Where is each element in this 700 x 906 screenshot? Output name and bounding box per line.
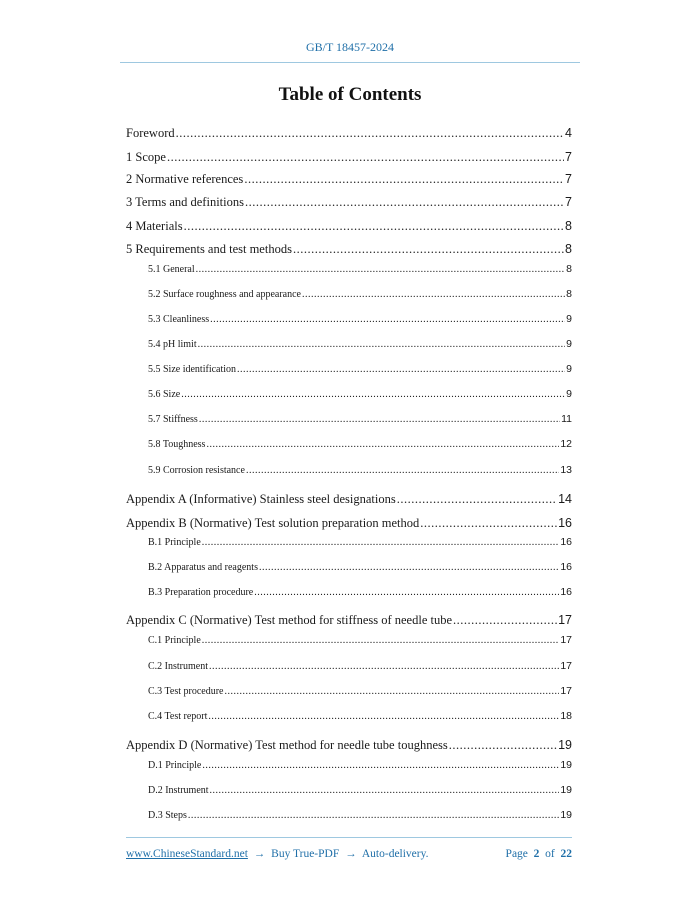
page-title: Table of Contents [278,84,422,105]
toc-entry-page: 8 [566,263,572,275]
toc-entry[interactable] [126,516,572,531]
toc-entry[interactable] [148,685,572,697]
toc-dot-leader [259,562,559,573]
toc-entry[interactable] [148,660,572,672]
toc-entry[interactable] [148,809,572,821]
toc-entry-page: 17 [558,613,572,627]
toc-entry-label: Foreword [126,126,175,140]
toc-dot-leader [453,613,557,628]
toc-entry[interactable] [148,586,572,598]
toc-entry-page: 16 [558,516,572,530]
toc-entry-page: 16 [560,586,572,598]
toc-entry[interactable] [148,363,572,375]
toc-dot-leader [245,195,564,210]
toc-entry-page: 17 [560,634,572,646]
toc-dot-leader [202,760,559,771]
toc-entry[interactable] [126,172,572,187]
toc-entry[interactable] [148,759,572,771]
toc-entry[interactable] [148,288,572,300]
toc-entry-page: 16 [560,536,572,548]
toc-entry[interactable] [126,738,572,753]
toc-entry-label: Appendix D (Normative) Test method for needle tube toughness [126,738,448,752]
toc-entry-page: 9 [566,313,572,325]
toc-entry[interactable] [126,242,572,257]
toc-entry-label: C.2 Instrument [148,661,208,672]
toc-entry-label: B.3 Preparation procedure [148,587,254,598]
page-footer [126,848,572,860]
toc-dot-leader [167,150,564,165]
header-divider [120,62,580,63]
toc-dot-leader [176,126,564,141]
toc-entry-page: 17 [560,660,572,672]
toc-dot-leader [206,439,559,450]
toc-dot-leader [188,810,559,821]
toc-entry-page: 19 [560,759,572,771]
toc-entry-label: B.1 Principle [148,537,201,548]
toc-entry-label: 5.5 Size identification [148,364,237,375]
toc-entry-page: 9 [566,388,572,400]
toc-entry-label: Appendix B (Normative) Test solution preparation method [126,516,420,530]
toc-dot-leader [199,414,560,425]
toc-entry-page: 19 [558,738,572,752]
toc-dot-leader [420,516,557,531]
toc-dot-leader [198,339,566,350]
toc-dot-leader [208,711,559,722]
toc-entry[interactable] [148,710,572,722]
toc-entry-page: 7 [565,172,572,186]
toc-entry-page: 7 [565,150,572,164]
standard-code: GB/T 18457-2024 [305,40,395,54]
toc-entry[interactable] [148,438,572,450]
toc-entry-page: 18 [560,710,572,722]
toc-dot-leader [181,389,565,400]
toc-entry-label: 5.8 Toughness [148,439,206,450]
footer-divider [126,837,572,838]
delivery-text: Auto-delivery. [361,848,429,860]
toc-entry-page: 9 [566,363,572,375]
toc-entry-page: 9 [566,338,572,350]
toc-entry[interactable] [148,536,572,548]
arrow-right-icon: → [345,848,357,860]
site-link[interactable]: www.ChineseStandard.net [126,848,248,860]
toc-dot-leader [202,537,560,548]
toc-entry-page: 8 [566,288,572,300]
toc-entry-label: C.3 Test procedure [148,686,224,697]
buy-text: Buy True-PDF [271,848,340,860]
footer-promo [126,848,429,860]
toc-entry[interactable] [126,613,572,628]
toc-dot-leader [196,264,566,275]
toc-entry-label: Appendix A (Informative) Stainless steel designations [126,492,396,506]
arrow-right-icon: → [253,848,266,860]
toc-dot-leader [244,172,564,187]
toc-entry-label: 5.9 Corrosion resistance [148,465,245,476]
toc-entry-label: D.2 Instrument [148,785,209,796]
toc-dot-leader [246,465,559,476]
toc-entry-label: 3 Terms and definitions [126,195,244,209]
toc-entry-label: 5.1 General [148,264,195,275]
toc-entry-label: C.1 Principle [148,635,201,646]
toc-entry-page: 19 [560,809,572,821]
document-header [0,40,700,55]
toc-entry[interactable] [148,634,572,646]
toc-dot-leader [210,785,560,796]
toc-entry-page: 13 [560,464,572,476]
toc-entry[interactable] [126,126,572,141]
toc-entry[interactable] [148,464,572,476]
toc-entry[interactable] [126,150,572,165]
toc-dot-leader [209,661,559,672]
toc-dot-leader [184,219,564,234]
toc-entry-page: 17 [560,685,572,697]
toc-dot-leader [237,364,565,375]
toc-dot-leader [397,492,557,507]
toc-dot-leader [210,314,565,325]
toc-entry[interactable] [126,492,572,507]
toc-entry[interactable] [148,388,572,400]
toc-entry-label: C.4 Test report [148,711,208,722]
toc-entry-label: 1 Scope [126,150,166,164]
toc-entry-label: 5.3 Cleanliness [148,314,210,325]
page-indicator [506,848,572,860]
toc-entry-label: 4 Materials [126,219,183,233]
toc-dot-leader [202,635,560,646]
toc-entry[interactable] [148,784,572,796]
toc-entry-label: 5 Requirements and test methods [126,242,292,256]
toc-entry-page: 14 [558,492,572,506]
toc-dot-leader [254,587,559,598]
toc-dot-leader [293,242,564,257]
toc-entry-label: 5.6 Size [148,389,181,400]
toc-entry-label: 5.4 pH limit [148,339,197,350]
toc-entry-label: 2 Normative references [126,172,244,186]
toc-entry[interactable] [126,219,572,234]
toc-dot-leader [302,289,565,300]
toc-entry-page: 19 [560,784,572,796]
toc-entry[interactable] [148,561,572,573]
page-total: 22 [560,848,572,860]
toc-entry[interactable] [126,195,572,210]
toc-entry[interactable] [148,313,572,325]
page-current: 2 [533,848,540,860]
toc-entry-label: Appendix C (Normative) Test method for stiffness of needle tube [126,613,453,627]
toc-entry-page: 4 [565,126,572,140]
toc-entry-label: B.2 Apparatus and reagents [148,562,258,573]
toc-entry-page: 8 [565,219,572,233]
toc-entry[interactable] [148,263,572,275]
toc-entry-page: 12 [560,438,572,450]
toc-entry[interactable] [148,413,572,425]
page-of: of [545,848,555,860]
toc-entry-page: 8 [565,242,572,256]
toc-entry-label: D.3 Steps [148,810,187,821]
toc-entry-label: D.1 Principle [148,760,202,771]
toc-entry-label: 5.2 Surface roughness and appearance [148,289,301,300]
toc-dot-leader [449,738,557,753]
toc-entry-page: 16 [560,561,572,573]
toc-entry[interactable] [148,338,572,350]
toc-entry-page: 7 [565,195,572,209]
toc-dot-leader [224,686,559,697]
page-word: Page [505,848,528,860]
toc-entry-label: 5.7 Stiffness [148,414,198,425]
toc-entry-page: 11 [561,413,572,425]
